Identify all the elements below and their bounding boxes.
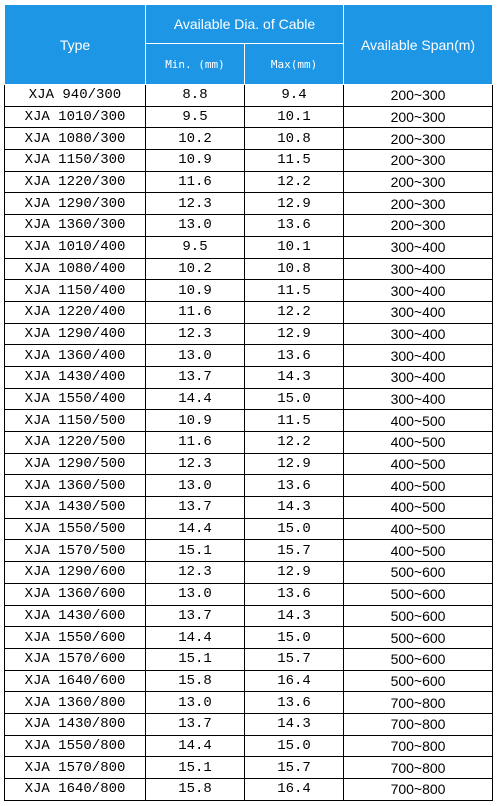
table-header	[5, 5, 493, 85]
min-dia-cell: 11.6	[146, 301, 245, 323]
table-row	[5, 171, 493, 193]
min-dia-cell: 8.8	[146, 85, 245, 107]
max-dia-cell: 10.1	[245, 236, 344, 258]
min-dia-cell: 10.2	[146, 258, 245, 280]
min-dia-cell: 12.3	[146, 562, 245, 584]
max-dia-cell: 12.9	[245, 453, 344, 475]
table-row	[5, 583, 493, 605]
table-row	[5, 757, 493, 779]
table-row	[5, 236, 493, 258]
table-row	[5, 562, 493, 584]
min-dia-cell: 9.5	[146, 106, 245, 128]
type-cell: XJA 1640/800	[5, 779, 146, 801]
type-cell: XJA 1290/500	[5, 453, 146, 475]
max-dia-cell: 11.5	[245, 150, 344, 172]
span-cell: 400~500	[344, 410, 493, 432]
span-cell: 300~400	[344, 323, 493, 345]
type-cell: XJA 1550/400	[5, 388, 146, 410]
min-dia-cell: 13.0	[146, 583, 245, 605]
type-cell: XJA 1570/500	[5, 540, 146, 562]
min-dia-cell: 13.0	[146, 692, 245, 714]
type-cell: XJA 1360/600	[5, 583, 146, 605]
type-cell: XJA 1430/800	[5, 713, 146, 735]
span-cell: 200~300	[344, 85, 493, 107]
type-cell: XJA 1430/500	[5, 497, 146, 519]
type-cell: XJA 1080/400	[5, 258, 146, 280]
max-dia-cell: 10.1	[245, 106, 344, 128]
table-row	[5, 627, 493, 649]
span-cell: 500~600	[344, 562, 493, 584]
span-cell: 300~400	[344, 236, 493, 258]
max-dia-cell: 13.6	[245, 692, 344, 714]
type-cell: XJA 1150/300	[5, 150, 146, 172]
min-dia-cell: 13.0	[146, 345, 245, 367]
max-dia-cell: 14.3	[245, 497, 344, 519]
min-dia-cell: 13.7	[146, 713, 245, 735]
type-cell: XJA 1010/300	[5, 106, 146, 128]
type-cell: XJA 1220/300	[5, 171, 146, 193]
cable-spec-table-wrapper	[4, 4, 493, 801]
table-row	[5, 670, 493, 692]
min-dia-cell: 14.4	[146, 518, 245, 540]
max-dia-cell: 13.6	[245, 345, 344, 367]
table-row	[5, 106, 493, 128]
table-body	[5, 85, 493, 801]
type-cell: XJA 1010/400	[5, 236, 146, 258]
table-row	[5, 150, 493, 172]
table-row	[5, 605, 493, 627]
max-dia-cell: 13.6	[245, 583, 344, 605]
max-dia-cell: 15.0	[245, 388, 344, 410]
min-dia-cell: 14.4	[146, 627, 245, 649]
span-cell: 200~300	[344, 128, 493, 150]
type-cell: XJA 1360/400	[5, 345, 146, 367]
max-dia-cell: 16.4	[245, 779, 344, 801]
min-dia-cell: 12.3	[146, 453, 245, 475]
max-dia-cell: 14.3	[245, 366, 344, 388]
span-cell: 400~500	[344, 497, 493, 519]
max-dia-cell: 16.4	[245, 670, 344, 692]
max-dia-cell: 10.8	[245, 128, 344, 150]
min-dia-cell: 13.7	[146, 497, 245, 519]
table-row	[5, 475, 493, 497]
span-cell: 500~600	[344, 648, 493, 670]
header-min: Min. (mm)	[146, 44, 245, 85]
type-cell: XJA 1570/600	[5, 648, 146, 670]
type-cell: XJA 1220/500	[5, 432, 146, 454]
span-cell: 300~400	[344, 280, 493, 302]
header-type: Type	[5, 5, 146, 85]
span-cell: 700~800	[344, 779, 493, 801]
span-cell: 300~400	[344, 301, 493, 323]
min-dia-cell: 15.8	[146, 779, 245, 801]
table-row	[5, 258, 493, 280]
min-dia-cell: 10.2	[146, 128, 245, 150]
span-cell: 200~300	[344, 215, 493, 237]
max-dia-cell: 15.7	[245, 540, 344, 562]
max-dia-cell: 12.9	[245, 193, 344, 215]
min-dia-cell: 10.9	[146, 410, 245, 432]
span-cell: 500~600	[344, 670, 493, 692]
span-cell: 500~600	[344, 627, 493, 649]
min-dia-cell: 14.4	[146, 735, 245, 757]
max-dia-cell: 15.7	[245, 648, 344, 670]
header-span: Available Span(m)	[344, 5, 493, 85]
span-cell: 700~800	[344, 692, 493, 714]
table-row	[5, 301, 493, 323]
span-cell: 300~400	[344, 258, 493, 280]
type-cell: XJA 1220/400	[5, 301, 146, 323]
table-row	[5, 497, 493, 519]
type-cell: XJA 1290/300	[5, 193, 146, 215]
table-row	[5, 779, 493, 801]
type-cell: XJA 1430/600	[5, 605, 146, 627]
min-dia-cell: 13.7	[146, 366, 245, 388]
table-row	[5, 735, 493, 757]
type-cell: XJA 1550/500	[5, 518, 146, 540]
min-dia-cell: 12.3	[146, 323, 245, 345]
table-row	[5, 345, 493, 367]
table-row	[5, 323, 493, 345]
span-cell: 200~300	[344, 106, 493, 128]
max-dia-cell: 15.0	[245, 518, 344, 540]
max-dia-cell: 10.8	[245, 258, 344, 280]
header-max: Max(mm)	[245, 44, 344, 85]
span-cell: 700~800	[344, 735, 493, 757]
span-cell: 500~600	[344, 583, 493, 605]
type-cell: XJA 1080/300	[5, 128, 146, 150]
span-cell: 400~500	[344, 432, 493, 454]
table-row	[5, 193, 493, 215]
max-dia-cell: 12.2	[245, 432, 344, 454]
table-row	[5, 85, 493, 107]
table-row	[5, 540, 493, 562]
max-dia-cell: 14.3	[245, 605, 344, 627]
min-dia-cell: 12.3	[146, 193, 245, 215]
type-cell: XJA 1360/500	[5, 475, 146, 497]
min-dia-cell: 9.5	[146, 236, 245, 258]
span-cell: 200~300	[344, 193, 493, 215]
table-row	[5, 453, 493, 475]
type-cell: XJA 940/300	[5, 85, 146, 107]
type-cell: XJA 1640/600	[5, 670, 146, 692]
header-dia-group: Available Dia. of Cable	[146, 5, 344, 44]
max-dia-cell: 12.2	[245, 301, 344, 323]
max-dia-cell: 14.3	[245, 713, 344, 735]
max-dia-cell: 9.4	[245, 85, 344, 107]
max-dia-cell: 11.5	[245, 280, 344, 302]
max-dia-cell: 15.0	[245, 627, 344, 649]
max-dia-cell: 11.5	[245, 410, 344, 432]
span-cell: 300~400	[344, 388, 493, 410]
span-cell: 700~800	[344, 713, 493, 735]
min-dia-cell: 13.0	[146, 475, 245, 497]
table-row	[5, 432, 493, 454]
min-dia-cell: 15.1	[146, 757, 245, 779]
min-dia-cell: 15.1	[146, 540, 245, 562]
span-cell: 700~800	[344, 757, 493, 779]
span-cell: 400~500	[344, 453, 493, 475]
max-dia-cell: 15.0	[245, 735, 344, 757]
span-cell: 200~300	[344, 171, 493, 193]
max-dia-cell: 15.7	[245, 757, 344, 779]
type-cell: XJA 1550/800	[5, 735, 146, 757]
type-cell: XJA 1360/300	[5, 215, 146, 237]
span-cell: 300~400	[344, 366, 493, 388]
span-cell: 400~500	[344, 475, 493, 497]
min-dia-cell: 11.6	[146, 171, 245, 193]
type-cell: XJA 1570/800	[5, 757, 146, 779]
table-row	[5, 692, 493, 714]
table-row	[5, 648, 493, 670]
type-cell: XJA 1290/400	[5, 323, 146, 345]
table-row	[5, 713, 493, 735]
max-dia-cell: 13.6	[245, 475, 344, 497]
span-cell: 400~500	[344, 518, 493, 540]
table-row	[5, 215, 493, 237]
table-row	[5, 280, 493, 302]
type-cell: XJA 1150/400	[5, 280, 146, 302]
type-cell: XJA 1290/600	[5, 562, 146, 584]
min-dia-cell: 10.9	[146, 280, 245, 302]
min-dia-cell: 14.4	[146, 388, 245, 410]
table-row	[5, 388, 493, 410]
cable-spec-table	[4, 4, 493, 801]
min-dia-cell: 13.7	[146, 605, 245, 627]
table-row	[5, 366, 493, 388]
span-cell: 500~600	[344, 605, 493, 627]
table-row	[5, 128, 493, 150]
max-dia-cell: 12.2	[245, 171, 344, 193]
min-dia-cell: 15.1	[146, 648, 245, 670]
min-dia-cell: 10.9	[146, 150, 245, 172]
type-cell: XJA 1360/800	[5, 692, 146, 714]
type-cell: XJA 1430/400	[5, 366, 146, 388]
min-dia-cell: 15.8	[146, 670, 245, 692]
span-cell: 200~300	[344, 150, 493, 172]
type-cell: XJA 1550/600	[5, 627, 146, 649]
min-dia-cell: 13.0	[146, 215, 245, 237]
min-dia-cell: 11.6	[146, 432, 245, 454]
span-cell: 400~500	[344, 540, 493, 562]
table-row	[5, 518, 493, 540]
max-dia-cell: 13.6	[245, 215, 344, 237]
max-dia-cell: 12.9	[245, 562, 344, 584]
type-cell: XJA 1150/500	[5, 410, 146, 432]
table-row	[5, 410, 493, 432]
span-cell: 300~400	[344, 345, 493, 367]
max-dia-cell: 12.9	[245, 323, 344, 345]
